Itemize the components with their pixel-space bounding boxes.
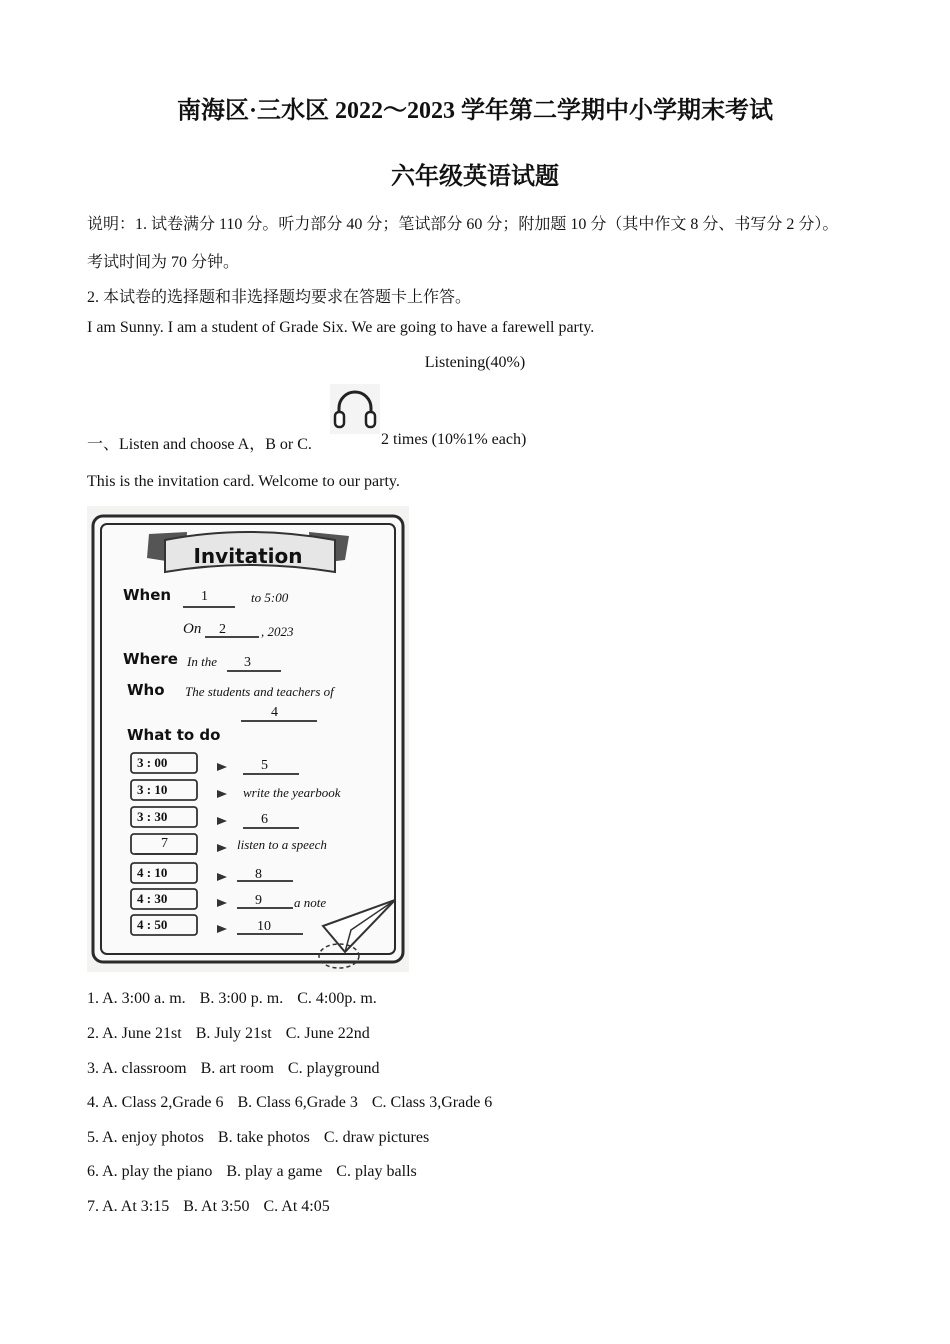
schedule-time-4: 7 bbox=[161, 836, 168, 851]
instruction-line-2: 考试时间为 70 分钟。 bbox=[87, 254, 240, 271]
who-text: The students and teachers of bbox=[185, 684, 334, 699]
schedule-item-6: 9 bbox=[255, 893, 262, 908]
question-3: 3. A. classroom B. art room C. playground bbox=[87, 1060, 380, 1077]
schedule-item-3: 6 bbox=[261, 812, 268, 827]
blank-1: 1 bbox=[201, 589, 208, 604]
schedule-item-5: 8 bbox=[255, 867, 262, 882]
question-5: 5. A. enjoy photos B. take photos C. draw pictures bbox=[87, 1129, 430, 1146]
schedule-time-5: 4 : 10 bbox=[137, 865, 168, 880]
card-intro: This is the invitation card. Welcome to our party. bbox=[87, 473, 400, 490]
schedule-time-6: 4 : 30 bbox=[137, 891, 168, 906]
question-4: 4. A. Class 2,Grade 6 B. Class 6,Grade 3 C. Class 3,Grade 6 bbox=[87, 1094, 493, 1111]
intro-text: I am Sunny. I am a student of Grade Six. We are going to have a farewell party. bbox=[87, 319, 595, 336]
on-label: On bbox=[183, 621, 202, 637]
who-label: Who bbox=[127, 681, 165, 699]
schedule-item-1: 5 bbox=[261, 758, 268, 773]
schedule-after-6: a note bbox=[294, 895, 327, 910]
where-label: Where bbox=[123, 650, 178, 668]
question-7: 7. A. At 3:15 B. At 3:50 C. At 4:05 bbox=[87, 1198, 330, 1215]
schedule-time-1: 3 : 00 bbox=[137, 755, 168, 770]
question-6: 6. A. play the piano B. play a game C. play balls bbox=[87, 1163, 417, 1180]
section-title: Listening(40%) bbox=[424, 354, 526, 371]
year: , 2023 bbox=[261, 624, 294, 639]
invitation-card bbox=[87, 506, 409, 972]
question-2: 2. A. June 21st B. July 21st C. June 22nd bbox=[87, 1025, 370, 1042]
schedule-time-2: 3 : 10 bbox=[137, 782, 168, 797]
in-the: In the bbox=[187, 654, 217, 669]
schedule-item-4: listen to a speech bbox=[237, 837, 327, 852]
blank-2: 2 bbox=[219, 622, 226, 637]
when-label: When bbox=[123, 586, 172, 604]
schedule-time-7: 4 : 50 bbox=[137, 917, 168, 932]
what-to-do-label: What to do bbox=[127, 726, 221, 744]
exam-title: 南海区·三水区 2022～2023 学年第二学期中小学期末考试 bbox=[176, 98, 773, 124]
blank-4: 4 bbox=[271, 705, 278, 720]
schedule-item-7: 10 bbox=[257, 919, 271, 934]
part1-suffix: 2 times (10%1% each) bbox=[381, 431, 527, 448]
question-1: 1. A. 3:00 a. m. B. 3:00 p. m. C. 4:00p. m. bbox=[87, 990, 377, 1007]
invitation-banner: Invitation bbox=[193, 544, 303, 568]
schedule-time-3: 3 : 30 bbox=[137, 809, 168, 824]
to-time: to 5:00 bbox=[251, 590, 289, 605]
schedule-item-2: write the yearbook bbox=[243, 785, 341, 800]
exam-subtitle: 六年级英语试题 bbox=[391, 164, 559, 190]
headphones-icon bbox=[330, 384, 380, 434]
instruction-line-1: 说明：1. 试卷满分 110 分。听力部分 40 分；笔试部分 60 分；附加题 10 分（其中作文 8 分、书写分 2 分）。 bbox=[87, 216, 839, 233]
part1-prefix: 一、Listen and choose A，B or C. bbox=[87, 436, 312, 453]
instruction-line-3: 2. 本试卷的选择题和非选择题均要求在答题卡上作答。 bbox=[87, 289, 472, 306]
blank-3: 3 bbox=[244, 655, 251, 670]
